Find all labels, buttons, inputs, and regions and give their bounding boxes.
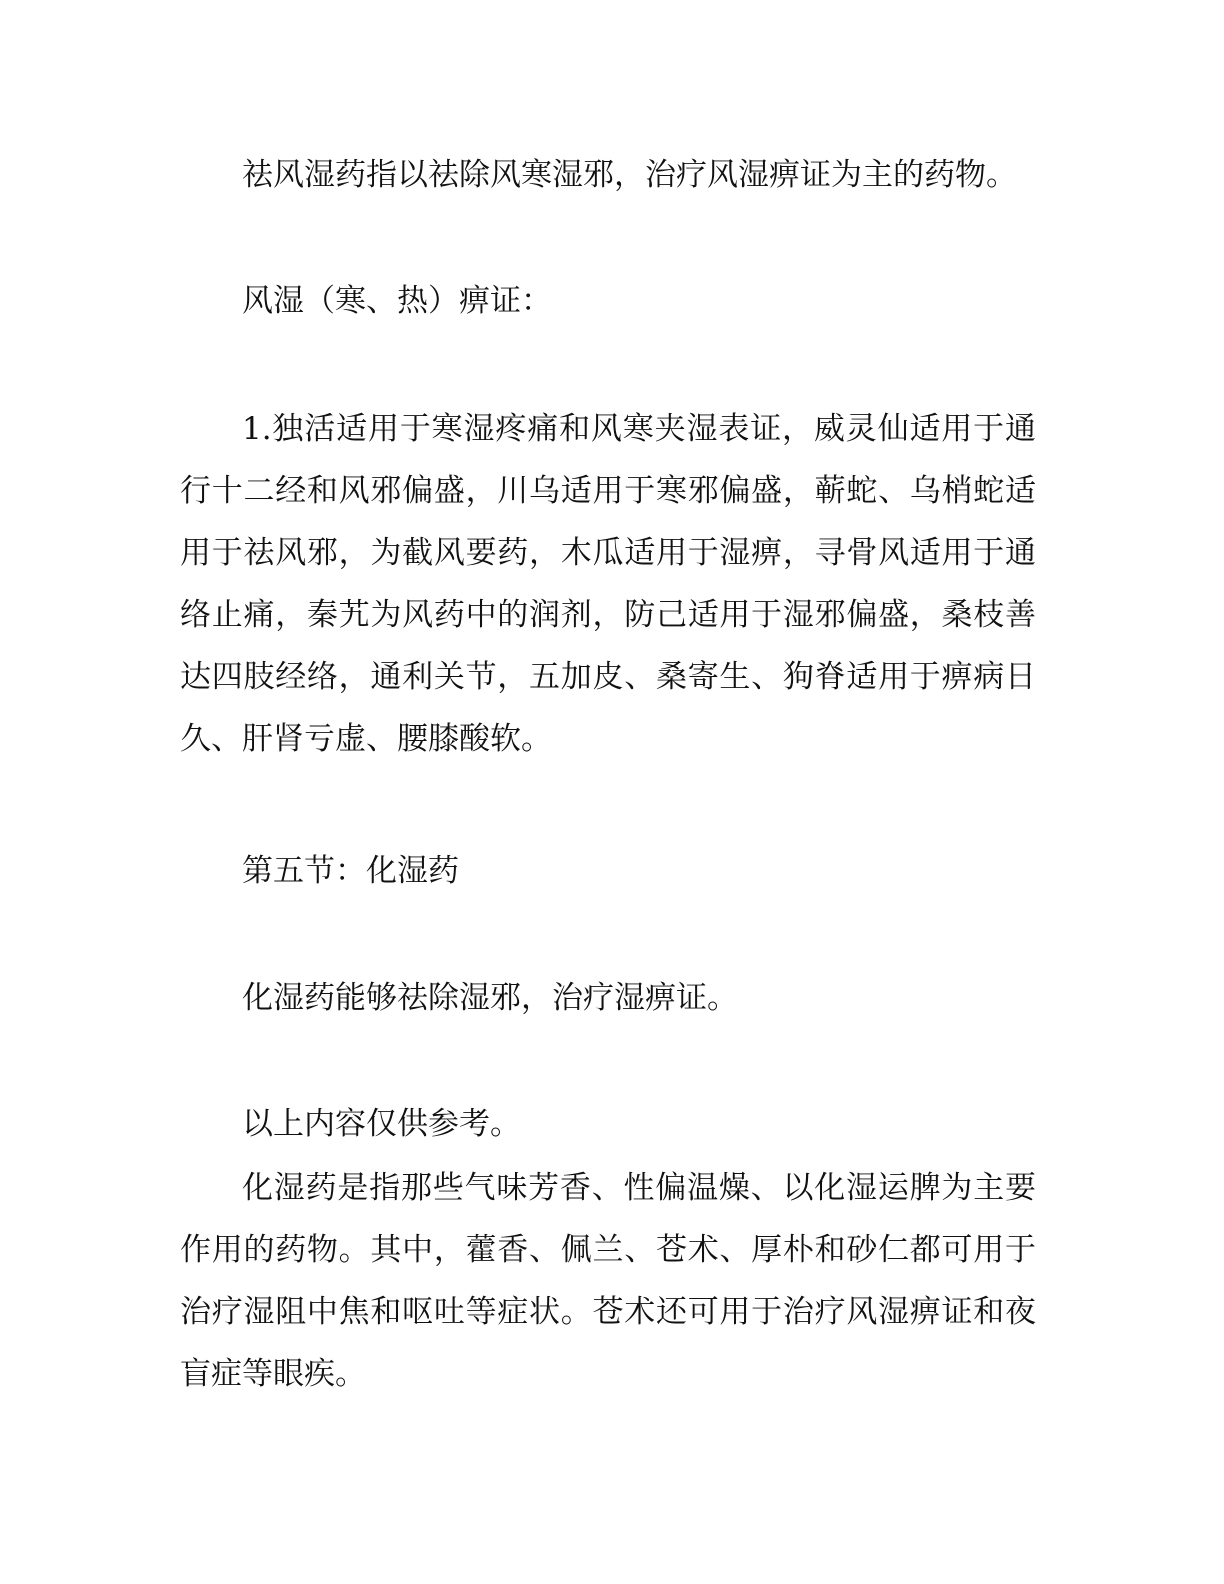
paragraph-heading-bi-zheng: 风湿（寒、热）痹证： xyxy=(242,283,552,319)
section-heading: 第五节：化湿药 xyxy=(242,853,459,889)
paragraph-reference-note: 以上内容仅供参考。 xyxy=(242,1106,521,1142)
paragraph-herb-list: 1.独活适用于寒湿疼痛和风寒夹湿表证，威灵仙适用于通行十二经和风邪偏盛，川乌适用于寒邪偏盛，蕲蛇、乌梢蛇适用于祛风邪，为截风要药，木瓜适用于湿痹，寻骨风适用于通络止痛，秦艽为风药中的润剂，防己适用于湿邪偏盛，桑枝善达四肢经络，通利关节，五加皮、桑寄生、狗脊适用于痹病日久、肝肾亏虚、腰膝酸软。 xyxy=(180,411,1036,757)
paragraph-hua-shi-intro: 化湿药能够祛除湿邪，治疗湿痹证。 xyxy=(242,980,738,1016)
paragraph-intro: 祛风湿药指以祛除风寒湿邪，治疗风湿痹证为主的药物。 xyxy=(242,157,1017,193)
paragraph-hua-shi-detail: 化湿药是指那些气味芳香、性偏温燥、以化湿运脾为主要作用的药物。其中，藿香、佩兰、苍术、厚朴和砂仁都可用于治疗湿阻中焦和呕吐等症状。苍术还可用于治疗风湿痹证和夜盲症等眼疾。 xyxy=(180,1170,1036,1392)
